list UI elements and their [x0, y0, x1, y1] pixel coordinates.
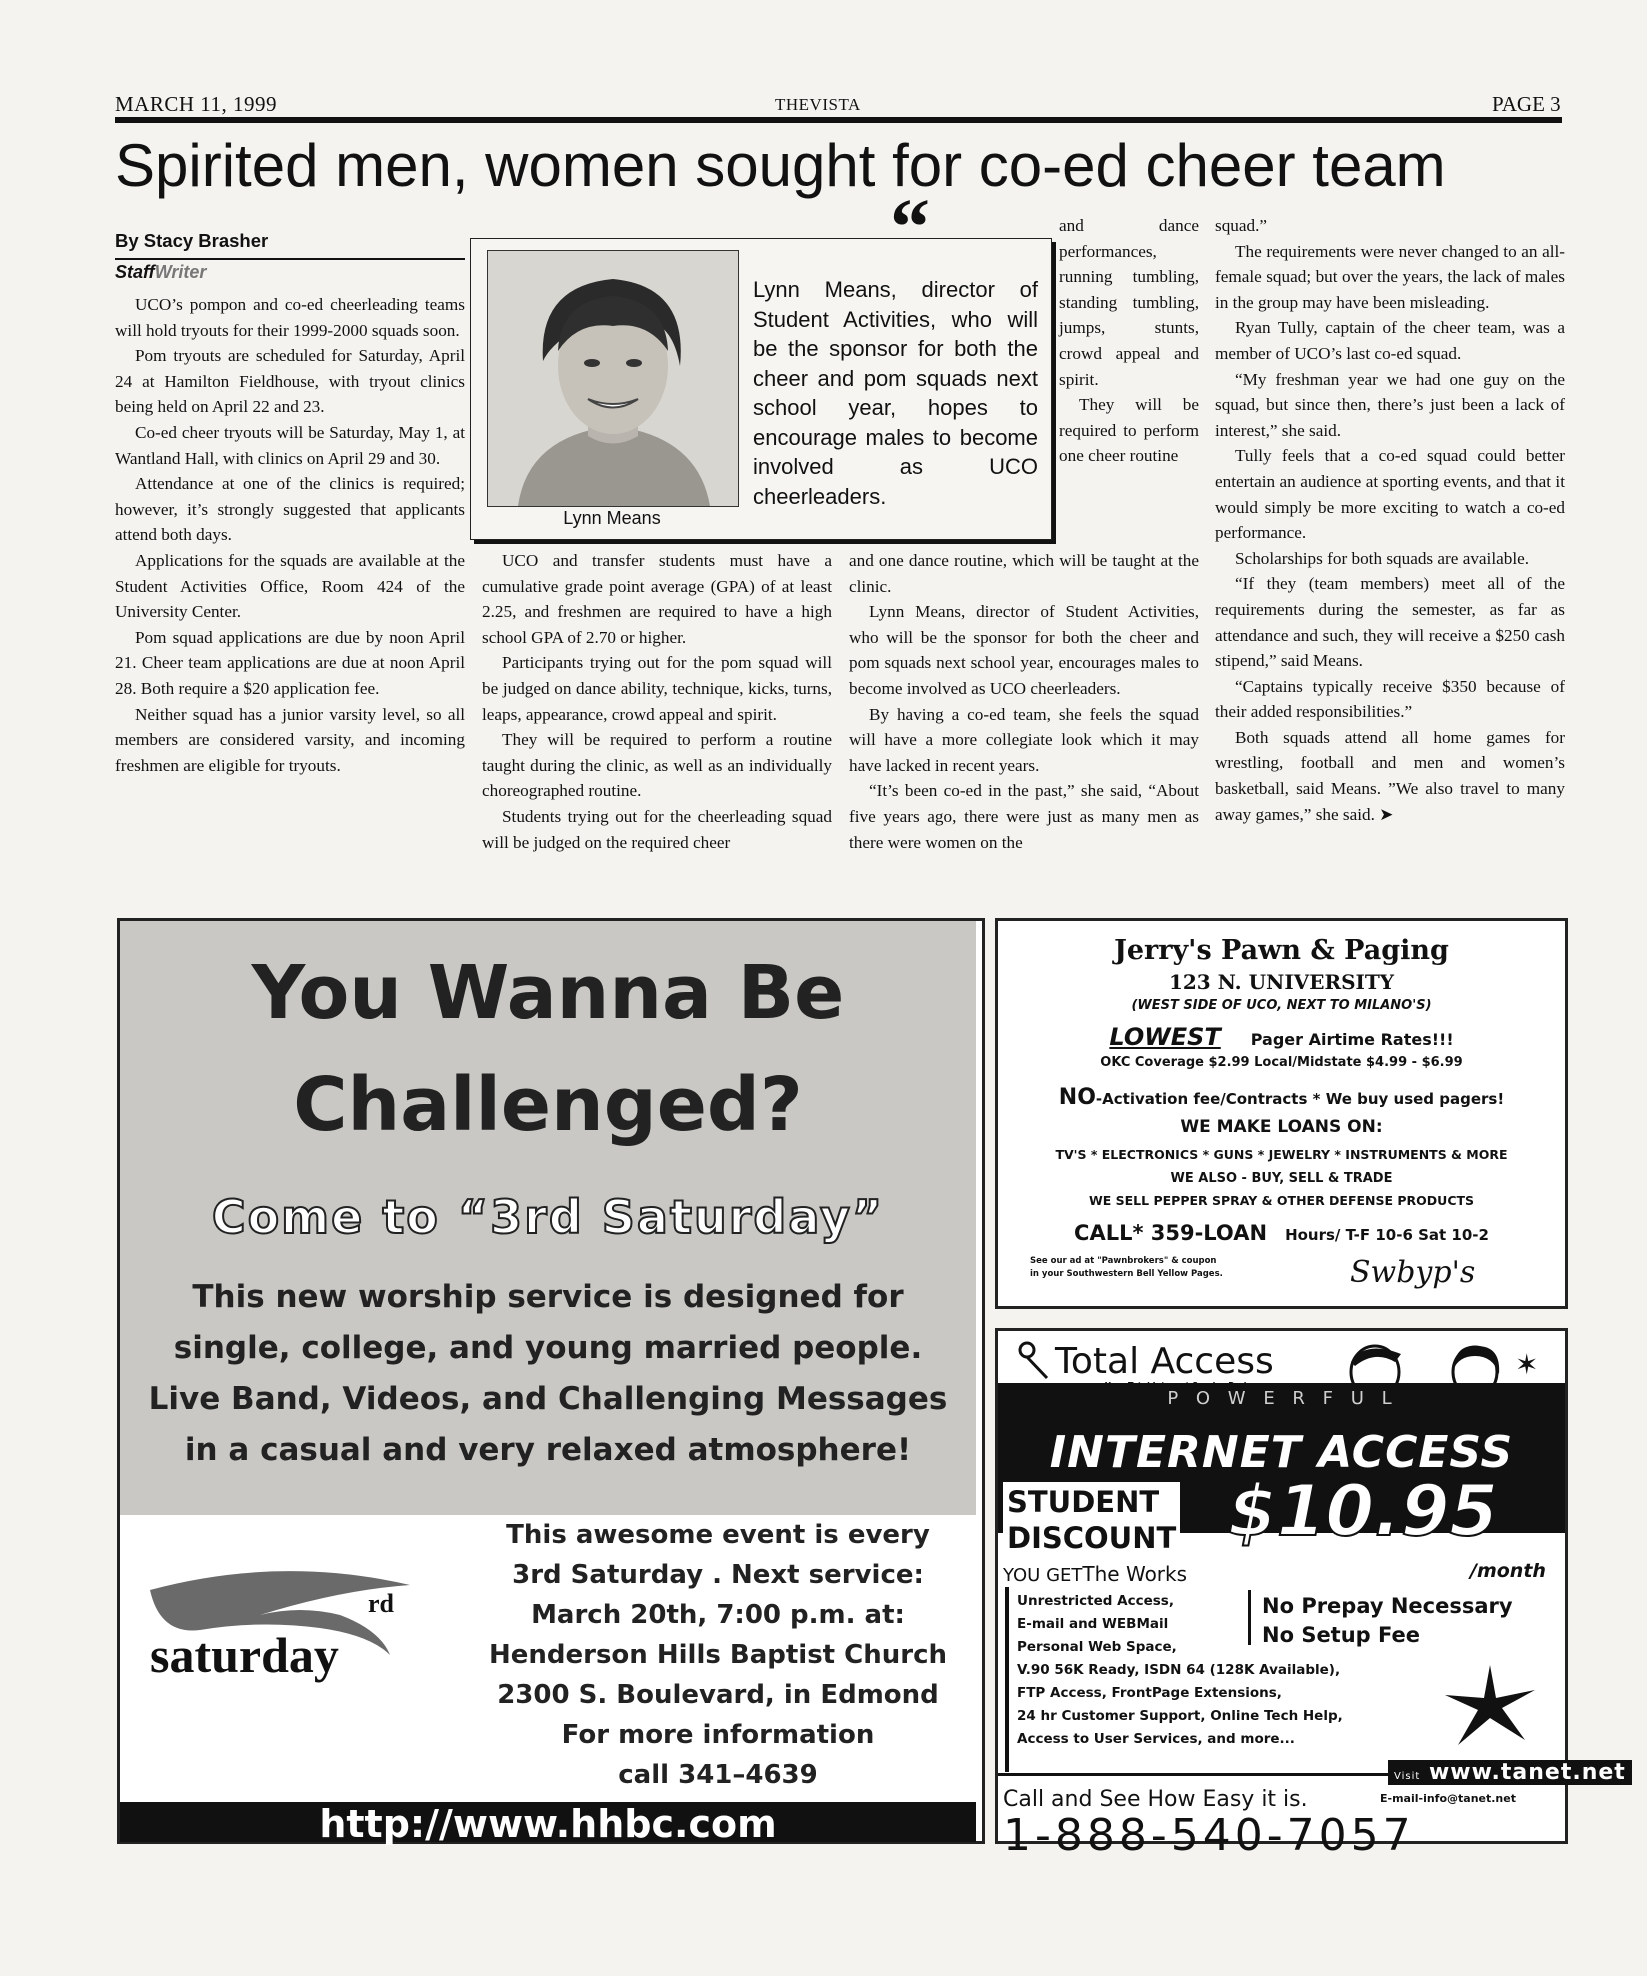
- pawn-no: NO: [1058, 1085, 1096, 1110]
- portrait-illustration: [488, 251, 738, 506]
- headline: Spirited men, women sought for co-ed cheer team: [115, 132, 1446, 199]
- features-rule: [1005, 1587, 1009, 1772]
- desc-line: in a casual and very relaxed atmosphere!: [184, 1432, 912, 1468]
- call-line: Call and See How Easy it is.: [1003, 1787, 1308, 1812]
- church-ad-headline-1: You Wanna Be: [251, 950, 845, 1036]
- page-number: PAGE 3: [1492, 92, 1561, 116]
- info-line: call 341–4639: [618, 1760, 818, 1790]
- byline: By Stacy Brasher: [115, 230, 269, 251]
- info-line: For more information: [561, 1720, 875, 1750]
- feature-item: Access to User Services, and more...: [1017, 1731, 1295, 1747]
- discount-line: DISCOUNT: [1007, 1521, 1177, 1555]
- starburst-icon: [1440, 1660, 1540, 1750]
- desc-line: This new worship service is designed for: [192, 1279, 904, 1315]
- desc-line: Live Band, Videos, and Challenging Messages: [148, 1381, 948, 1417]
- paper-name: THEVISTA: [775, 95, 861, 114]
- paragraph: “If they (team members) meet all of the requirements during the semester, as far as attendance and such, they will receive a $250 cash stipend,” said Means.: [1215, 574, 1565, 671]
- pawn-call: CALL* 359-LOAN: [1074, 1221, 1268, 1245]
- quote-mark-icon: “: [890, 184, 930, 272]
- article-column-4: [1215, 213, 1565, 827]
- paragraph: Neither squad has a junior varsity level, so all members are considered varsity, and incoming freshmen are eligible for tryouts.: [115, 704, 465, 775]
- site-url: www.tanet.net: [1428, 1760, 1626, 1785]
- the-works: The Works: [1082, 1562, 1188, 1586]
- article-column-3-top: [1059, 213, 1199, 469]
- byline-role-b: Writer: [154, 262, 207, 282]
- pawn-location: (WEST SIDE OF UCO, NEXT TO MILANO'S): [1131, 998, 1432, 1013]
- pawn-lowest: LOWEST: [1109, 1023, 1221, 1051]
- feature-item: E-mail and WEBMail: [1017, 1616, 1169, 1632]
- paragraph: Applications for the squads are available at the Student Activities Office, Room 424 of the University Center.: [115, 550, 465, 622]
- pawn-call-line: [995, 1221, 1568, 1245]
- church-url: http://www.hhbc.com: [120, 1802, 976, 1842]
- paragraph: Both squads attend all home games for wrestling, football and men and women’s basketball, said Means. ”We also travel to many away games,” she said. ➤: [1215, 727, 1565, 824]
- article-column-2: [482, 548, 832, 855]
- feature-item: FTP Access, FrontPage Extensions,: [1017, 1685, 1282, 1701]
- church-ad-info: [478, 1515, 958, 1795]
- paragraph: “It’s been co-ed in the past,” she said, “About five years ago, there were just as many men as there were women on the: [849, 781, 1199, 852]
- swoosh-logo-icon: [140, 1560, 470, 1690]
- photo-caption: Lynn Means: [563, 508, 661, 528]
- pawn-no-line: [995, 1085, 1568, 1110]
- logo-word: saturday: [150, 1627, 339, 1683]
- pawn-items: TV'S * ELECTRONICS * GUNS * JEWELRY * INSTRUMENTS & MORE: [1055, 1147, 1508, 1162]
- header-rule: [115, 117, 1562, 123]
- church-ad-headline-2: Challenged?: [293, 1062, 803, 1148]
- logo-rd: rd: [368, 1589, 394, 1618]
- price: $10.95: [1228, 1470, 1499, 1552]
- paragraph: UCO and transfer students must have a cumulative grade point average (GPA) of at least 2.25, and freshmen are required to have a high school GPA of 2.70 or higher.: [482, 551, 832, 647]
- paragraph: and dance performances, running tumbling, standing tumbling, jumps, stunts, crowd appeal and spirit.: [1059, 216, 1199, 389]
- paragraph: Tully feels that a co-ed squad could better entertain an audience at sporting events, and that it would simply be more exciting to watch a co-ed performance.: [1215, 446, 1565, 543]
- feature-item: Unrestricted Access,: [1017, 1593, 1174, 1609]
- info-line: March 20th, 7:00 p.m. at:: [531, 1600, 905, 1630]
- paragraph: Attendance at one of the clinics is required; however, it’s strongly suggested that applicants attend both days.: [115, 474, 465, 545]
- paragraph: Pom squad applications are due by noon April 21. Cheer team applications are due at noon April 28. Both require a $20 application fee.: [115, 627, 465, 698]
- paragraph: Lynn Means, director of Student Activities, who will be the sponsor for both the cheer and pom squads next school year, encourages males to become involved as UCO cheerleaders.: [849, 602, 1199, 698]
- powerful-text: P O W E R F U L: [1167, 1388, 1398, 1409]
- paragraph: Students trying out for the cheerleading squad will be judged on the required cheer: [482, 806, 832, 852]
- student-discount: [1003, 1482, 1180, 1558]
- paragraph: and one dance routine, which will be taught at the clinic.: [849, 551, 1199, 596]
- pawn-sell: WE SELL PEPPER SPRAY & OTHER DEFENSE PRODUCTS: [1088, 1193, 1475, 1208]
- byline-rule: [115, 258, 465, 260]
- byline-role-a: Staff: [115, 262, 155, 282]
- pawn-lowest-line: [995, 1023, 1568, 1051]
- pawn-no-rest: -Activation fee/Contracts * We buy used pagers!: [1095, 1090, 1505, 1108]
- paragraph: “My freshman year we had one guy on the squad, but since then, there’s just been a lack of interest,” she said.: [1215, 369, 1565, 440]
- noprepay-rule: [1248, 1590, 1251, 1645]
- pawn-see-2: in your Southwestern Bell Yellow Pages.: [1030, 1269, 1223, 1279]
- paragraph: Participants trying out for the pom squad will be judged on dance ability, technique, kicks, turns, leaps, appearance, crowd appeal and spirit.: [482, 653, 832, 724]
- pawn-name: Jerry's Pawn & Paging: [1114, 935, 1449, 966]
- pawn-hours: Hours/ T-F 10-6 Sat 10-2: [1285, 1226, 1489, 1244]
- pawn-loans: WE MAKE LOANS ON:: [1180, 1117, 1383, 1137]
- paragraph: Pom tryouts are scheduled for Saturday, April 24 at Hamilton Fieldhouse, with tryout clinics being held on April 22 and 23.: [115, 346, 465, 417]
- visit-label: Visit: [1394, 1771, 1421, 1782]
- church-ad-description: [120, 1272, 976, 1476]
- third-saturday-logo: [140, 1560, 470, 1690]
- paragraph: By having a co-ed team, she feels the squad will have a more collegiate look which it may have lacked in recent years.: [849, 704, 1199, 775]
- paragraph: They will be required to perform one cheer routine: [1059, 395, 1199, 466]
- student-line: STUDENT: [1007, 1485, 1160, 1519]
- portrait-photo: [487, 250, 739, 507]
- visit-line: [1388, 1760, 1632, 1785]
- article-column-3: [849, 548, 1199, 855]
- paragraph: Co-ed cheer tryouts will be Saturday, May 1, at Wantland Hall, with clinics on April 29 and 30.: [115, 422, 465, 468]
- paragraph: Ryan Tully, captain of the cheer team, was a member of UCO’s last co-ed squad.: [1215, 318, 1565, 363]
- article-column-1: [115, 292, 465, 778]
- you-get-line: [1003, 1562, 1187, 1586]
- paragraph: They will be required to perform a routine taught during the clinic, as well as an individually choreographed routine.: [482, 730, 832, 801]
- info-line: Henderson Hills Baptist Church: [488, 1640, 947, 1670]
- per-month: /month: [1470, 1560, 1546, 1582]
- pawn-see-1: See our ad at "Pawnbrokers" & coupon: [1030, 1256, 1217, 1266]
- feature-item: 24 hr Customer Support, Online Tech Help,: [1017, 1708, 1343, 1724]
- pawn-lowest-rest: Pager Airtime Rates!!!: [1250, 1030, 1454, 1049]
- feature-item: V.90 56K Ready, ISDN 64 (128K Available),: [1017, 1662, 1341, 1678]
- paragraph: squad.”: [1215, 216, 1268, 235]
- no-prepay: No Prepay Necessary: [1262, 1594, 1513, 1618]
- total-access-brand: Total Access: [1055, 1341, 1274, 1382]
- byline-role: [115, 262, 206, 283]
- issue-date: MARCH 11, 1999: [115, 92, 277, 116]
- paragraph: Scholarships for both squads are available.: [1235, 548, 1530, 568]
- info-line: 3rd Saturday . Next service:: [512, 1560, 924, 1590]
- pullquote-text: Lynn Means, director of Student Activities, who will be the sponsor for both the cheer and pom squads next school year, hopes to encourage males to become involved as UCO cheerleaders.: [753, 277, 1038, 509]
- paragraph: “Captains typically receive $350 because of their added responsibilities.”: [1215, 676, 1565, 722]
- paragraph: UCO’s pompon and co-ed cheerleading teams will hold tryouts for their 1999-2000 squads soon.: [115, 295, 465, 340]
- no-setup: No Setup Fee: [1262, 1623, 1420, 1647]
- info-line: This awesome event is every: [506, 1520, 930, 1550]
- phone-number: 1-888-540-7057: [1003, 1810, 1415, 1861]
- svg-text:✶: ✶: [1515, 1350, 1539, 1381]
- desc-line: single, college, and young married people.: [173, 1330, 923, 1366]
- church-ad-subhead: Come to “3rd Saturday”: [211, 1190, 885, 1244]
- pawn-see: [1030, 1255, 1223, 1281]
- connector-icon: [1015, 1338, 1055, 1380]
- email: E-mail-info@tanet.net: [1380, 1792, 1516, 1805]
- no-fee-block: [1262, 1592, 1513, 1650]
- paragraph: The requirements were never changed to an all-female squad; but over the years, the lack of males in the group may have been misleading.: [1215, 241, 1565, 312]
- pawn-signature: Swbyp's: [1350, 1255, 1476, 1290]
- you-get: YOU GET: [1003, 1565, 1083, 1586]
- pawn-coverage: OKC Coverage $2.99 Local/Midstate $4.99 - $6.99: [1100, 1055, 1463, 1070]
- pawn-also: WE ALSO - BUY, SELL & TRADE: [1170, 1171, 1393, 1186]
- info-line: 2300 S. Boulevard, in Edmond: [497, 1680, 939, 1710]
- pawn-address: 123 N. UNIVERSITY: [1168, 970, 1395, 994]
- internet-access-headline: INTERNET ACCESS: [1049, 1427, 1514, 1478]
- feature-item: Personal Web Space,: [1017, 1639, 1177, 1655]
